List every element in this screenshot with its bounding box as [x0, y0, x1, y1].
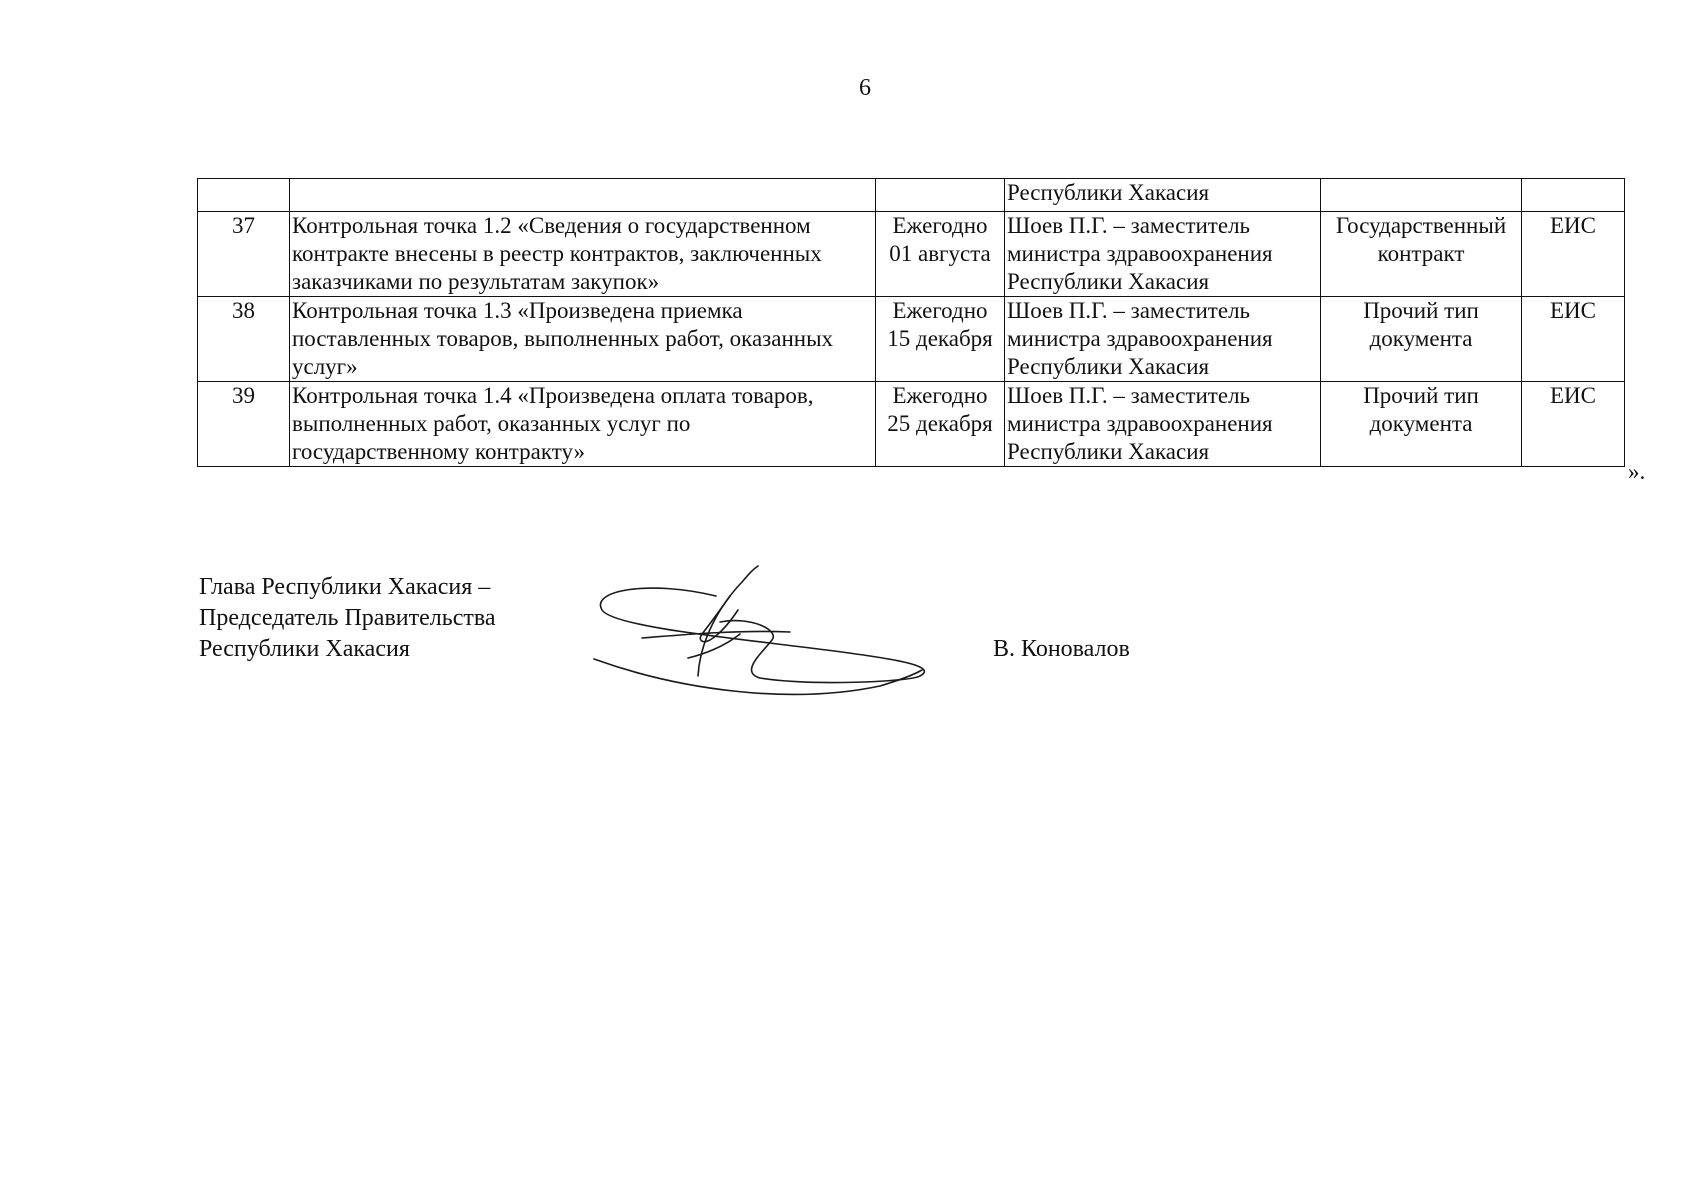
- page-number: 6: [859, 75, 871, 101]
- row-number-cell: 37: [198, 212, 290, 297]
- document-type-cell: Прочий тип документа: [1321, 382, 1522, 467]
- control-point-name-cell: Контрольная точка 1.2 «Сведения о государственном контракте внесены в реестр контрактов, заключенных заказчиками по результатам закупок»: [290, 212, 876, 297]
- deadline-cell: Ежегодно 15 декабря: [876, 297, 1005, 382]
- table-row: [198, 212, 1625, 297]
- control-point-name-cell: Контрольная точка 1.3 «Произведена приемка поставленных товаров, выполненных работ, оказанных услуг»: [290, 297, 876, 382]
- table-row: [198, 297, 1625, 382]
- responsible-person-cell: Шоев П.Г. – заместитель министра здравоохранения Республики Хакасия: [1005, 382, 1321, 467]
- information-system-cell: [1522, 179, 1625, 212]
- control-points-table: [197, 178, 1625, 467]
- deadline-cell: Ежегодно 25 декабря: [876, 382, 1005, 467]
- responsible-person-cell: Республики Хакасия: [1005, 179, 1321, 212]
- table-row: [198, 179, 1625, 212]
- information-system-cell: ЕИС: [1522, 297, 1625, 382]
- information-system-cell: ЕИС: [1522, 212, 1625, 297]
- responsible-person-cell: Шоев П.Г. – заместитель министра здравоохранения Республики Хакасия: [1005, 212, 1321, 297]
- document-type-cell: Прочий тип документа: [1321, 297, 1522, 382]
- signer-name: В. Коновалов: [993, 636, 1130, 662]
- control-point-name-cell: [290, 179, 876, 212]
- control-point-name-cell: Контрольная точка 1.4 «Произведена оплата товаров, выполненных работ, оказанных услуг по государственному контракту»: [290, 382, 876, 467]
- row-number-cell: 39: [198, 382, 290, 467]
- responsible-person-cell: Шоев П.Г. – заместитель министра здравоохранения Республики Хакасия: [1005, 297, 1321, 382]
- document-type-cell: Государственный контракт: [1321, 212, 1522, 297]
- signer-title: Глава Республики Хакасия – Председатель Правительства Республики Хакасия: [199, 574, 496, 662]
- row-number-cell: 38: [198, 297, 290, 382]
- row-number-cell: [198, 179, 290, 212]
- table-row: [198, 382, 1625, 467]
- deadline-cell: Ежегодно 01 августа: [876, 212, 1005, 297]
- document-type-cell: [1321, 179, 1522, 212]
- information-system-cell: ЕИС: [1522, 382, 1625, 467]
- closing-quote: ».: [1628, 459, 1646, 484]
- deadline-cell: [876, 179, 1005, 212]
- handwritten-signature: [580, 560, 930, 710]
